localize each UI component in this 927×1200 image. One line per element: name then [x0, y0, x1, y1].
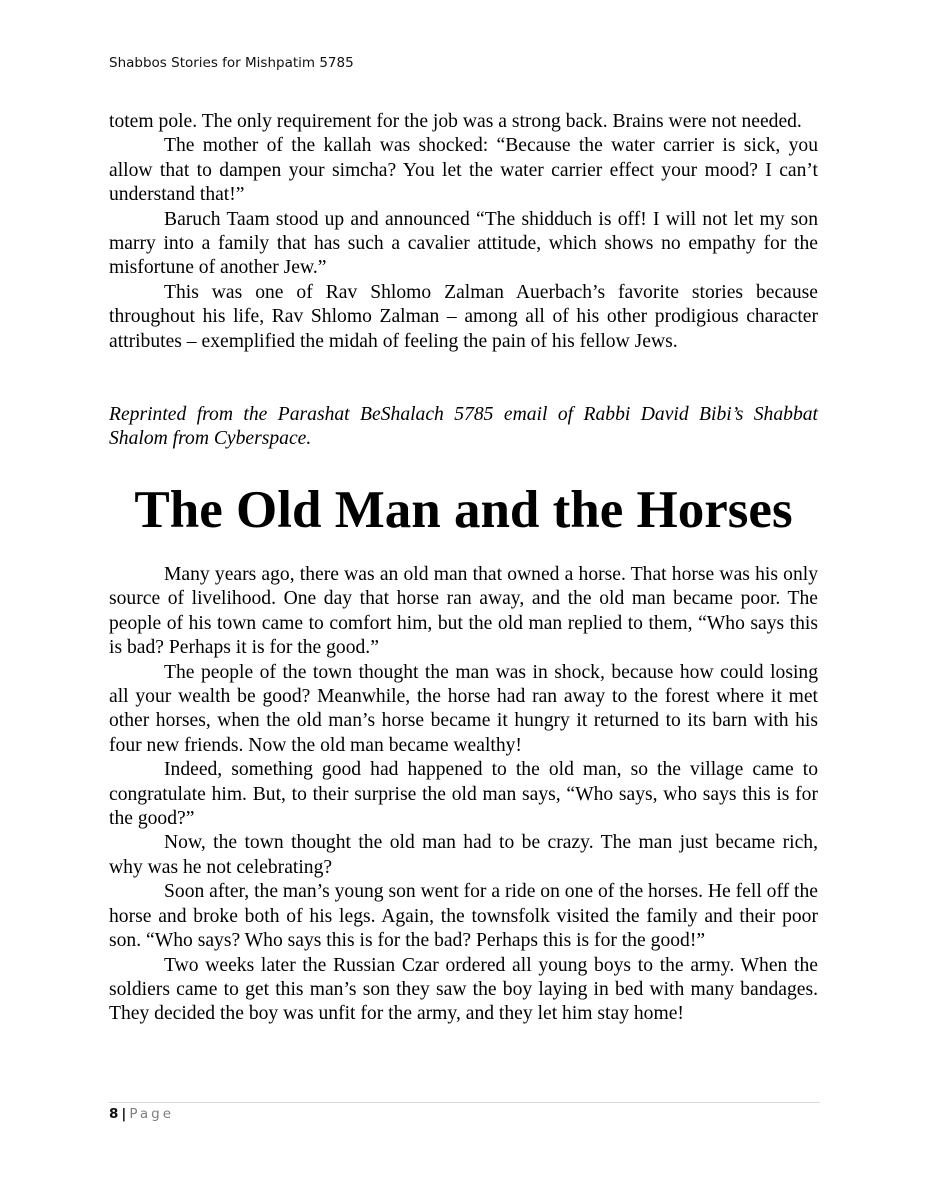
- paragraph: The mother of the kallah was shocked: “Because the water carrier is sick, you allow that to dampen your simcha? You let the water carrier effect your mood? I can’t understand that!”: [109, 135, 818, 206]
- page-footer: [109, 1106, 174, 1122]
- running-header: Shabbos Stories for Mishpatim 5785: [109, 55, 354, 71]
- story-body: [109, 563, 818, 1027]
- footer-divider: [109, 1102, 820, 1103]
- continued-story: [109, 110, 818, 354]
- paragraph: Now, the town thought the old man had to be crazy. The man just became rich, why was he not celebrating?: [109, 832, 818, 878]
- reprint-note: Reprinted from the Parashat BeShalach 5785 email of Rabbi David Bibi’s Shabbat Shalom from Cyberspace.: [109, 404, 818, 450]
- paragraph: The people of the town thought the man was in shock, because how could losing all your wealth be good? Meanwhile, the horse had ran away to the forest where it met other horses, when the old man’s horse became it hungry it returned to its barn with his four new friends. Now the old man became wealthy!: [109, 661, 818, 756]
- paragraph: Many years ago, there was an old man that owned a horse. That horse was his only source of livelihood. One day that horse ran away, and the old man became poor. The people of his town came to comfort him, but the old man replied to them, “Who says this is bad? Perhaps it is for the good.”: [109, 564, 818, 659]
- page-number: 8: [109, 1106, 119, 1122]
- paragraph: Two weeks later the Russian Czar ordered all young boys to the army. When the soldiers came to get this man’s son they saw the boy laying in bed with many bandages. They decided the boy was unfit for the army, and they let him stay home!: [109, 954, 818, 1025]
- paragraph: Soon after, the man’s young son went for a ride on one of the horses. He fell off the horse and broke both of his legs. Again, the townsfolk visited the family and their poor son. “Who says? Who says this is for the bad? Perhaps this is for the good!”: [109, 881, 818, 952]
- story-title: The Old Man and the Horses: [134, 481, 793, 539]
- paragraph: Baruch Taam stood up and announced “The shidduch is off! I will not let my son marry into a family that has such a cavalier attitude, which shows no empathy for the misfortune of another Jew.”: [109, 208, 818, 279]
- paragraph: This was one of Rav Shlomo Zalman Auerbach’s favorite stories because throughout his life, Rav Shlomo Zalman – among all of his other prodigious character attributes – exemplified the midah of feeling the pain of his fellow Jews.: [109, 281, 818, 352]
- paragraph: Indeed, something good had happened to the old man, so the village came to congratulate him. But, to their surprise the old man says, “Who says, who says this is for the good?”: [109, 759, 818, 830]
- footer-separator: |: [121, 1106, 127, 1122]
- paragraph: totem pole. The only requirement for the job was a strong back. Brains were not needed.: [109, 111, 802, 132]
- page-label: Page: [129, 1106, 175, 1122]
